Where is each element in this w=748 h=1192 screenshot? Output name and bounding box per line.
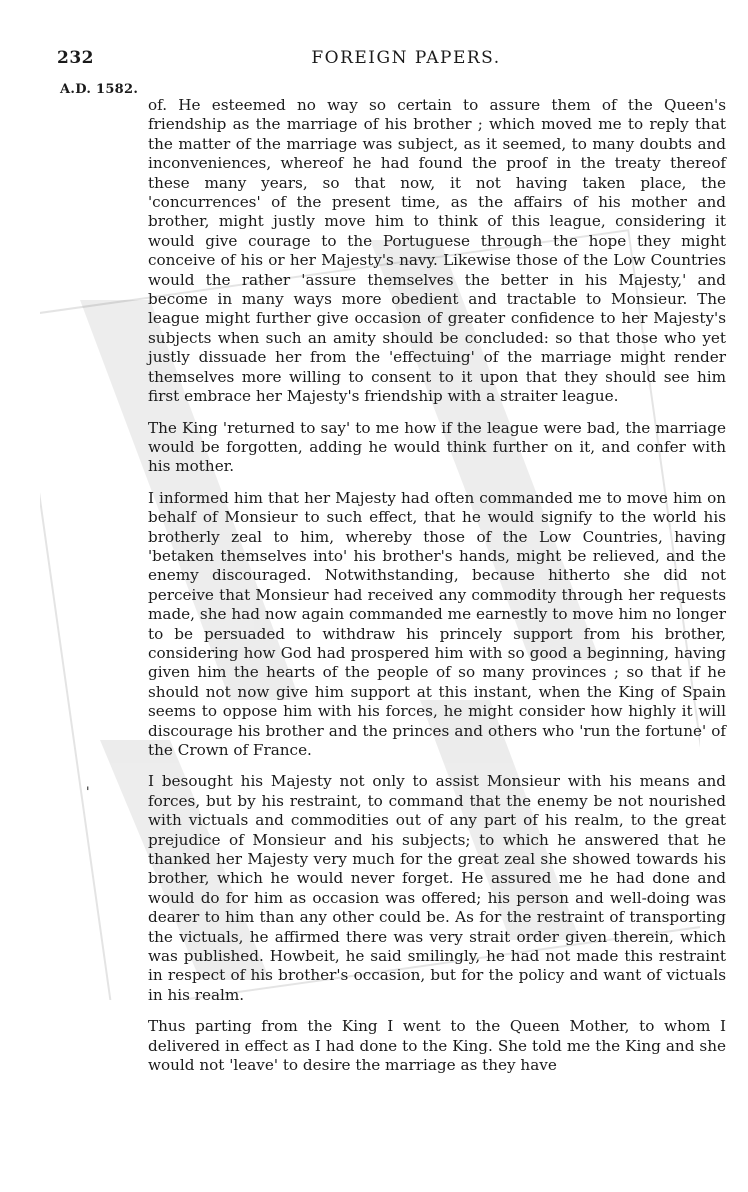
margin-mark: ' bbox=[86, 785, 90, 800]
running-title bbox=[0, 48, 748, 68]
paragraph: The King 'returned to say' to me how if the league were bad, the marriage would be forgotten, adding he would think further on it, and confer with his mother. bbox=[148, 418, 726, 476]
paragraph: Thus parting from the King I went to the Queen Mother, to whom I delivered in effect as I had done to the King. She told me the King and she would not 'leave' to desire the marriage as they have bbox=[148, 1017, 726, 1075]
body-text bbox=[148, 96, 726, 1088]
running-title-text: FOREIGN PAPERS. bbox=[311, 48, 501, 68]
paragraph: I informed him that her Majesty had often commanded me to move him on behalf of Monsieur to such effect, that he would signify to the world his brotherly zeal to him, whereby those of the Low Countries, having 'betaken themselves into' his brother's hands, might be relieved, and the enemy discouraged. Notwithstanding, because hitherto she did not perceive that Monsieur had received any commodity through her requests made, she had now again commanded me earnestly to move him no longer to be persuaded to withdraw his princely support from his brother, considering how God had prospered him with so good a beginning, having given him the hearts of the people of so many provinces ; so that if he should not now give him support at this instant, when the King of Spain seems to oppose him with his forces, he might consider how highly it will discourage his brother and the princes and others who 'run the fortune' of the Crown of France. bbox=[148, 488, 726, 759]
margin-date: A.D. 1582. bbox=[60, 82, 139, 97]
paragraph: I besought his Majesty not only to assist Monsieur with his means and forces, but by his restraint, to command that the enemy be not nourished with victuals and commodities out of any part of his realm, to the great prejudice of Monsieur and his subjects; to which he answered that he thanked her Majesty very much for the great zeal she showed towards his brother, which he would never forget. He assured me he had done and would do for him as occasion was offered; his person and well-doing was dearer to him than any other could be. As for the restraint of transporting the victuals, he affirmed there was very strait order given therein, which was published. Howbeit, he said smilingly, he had not made this restraint in respect of his brother's occasion, but for the policy and want of victuals in his realm. bbox=[148, 772, 726, 1004]
paragraph: of. He esteemed no way so certain to assure them of the Queen's friendship as the marriage of his brother ; which moved me to reply that the matter of the marriage was subject, as it seemed, to many doubts and inconveniences, whereof he had found the proof in the treaty thereof these many years, so that now, it not having taken place, the 'concurrences' of the present time, as the affairs of his mother and brother, might justly move him to think of this league, considering it would give courage to the Portuguese through the hope they might conceive of his or her Majesty's navy. Likewise those of the Low Countries would the rather 'assure themselves the better in his Majesty,' and become in many ways more obedient and tractable to Monsieur. The league might further give occasion of greater confidence to her Majesty's subjects when such an amity should be concluded: so that those who yet justly dissuade her from the 'effectuing' of the marriage might render themselves more willing to consent to it upon that they should see him first embrace her Majesty's friendship with a straiter league. bbox=[148, 96, 726, 406]
page-number: 232 bbox=[57, 48, 94, 68]
